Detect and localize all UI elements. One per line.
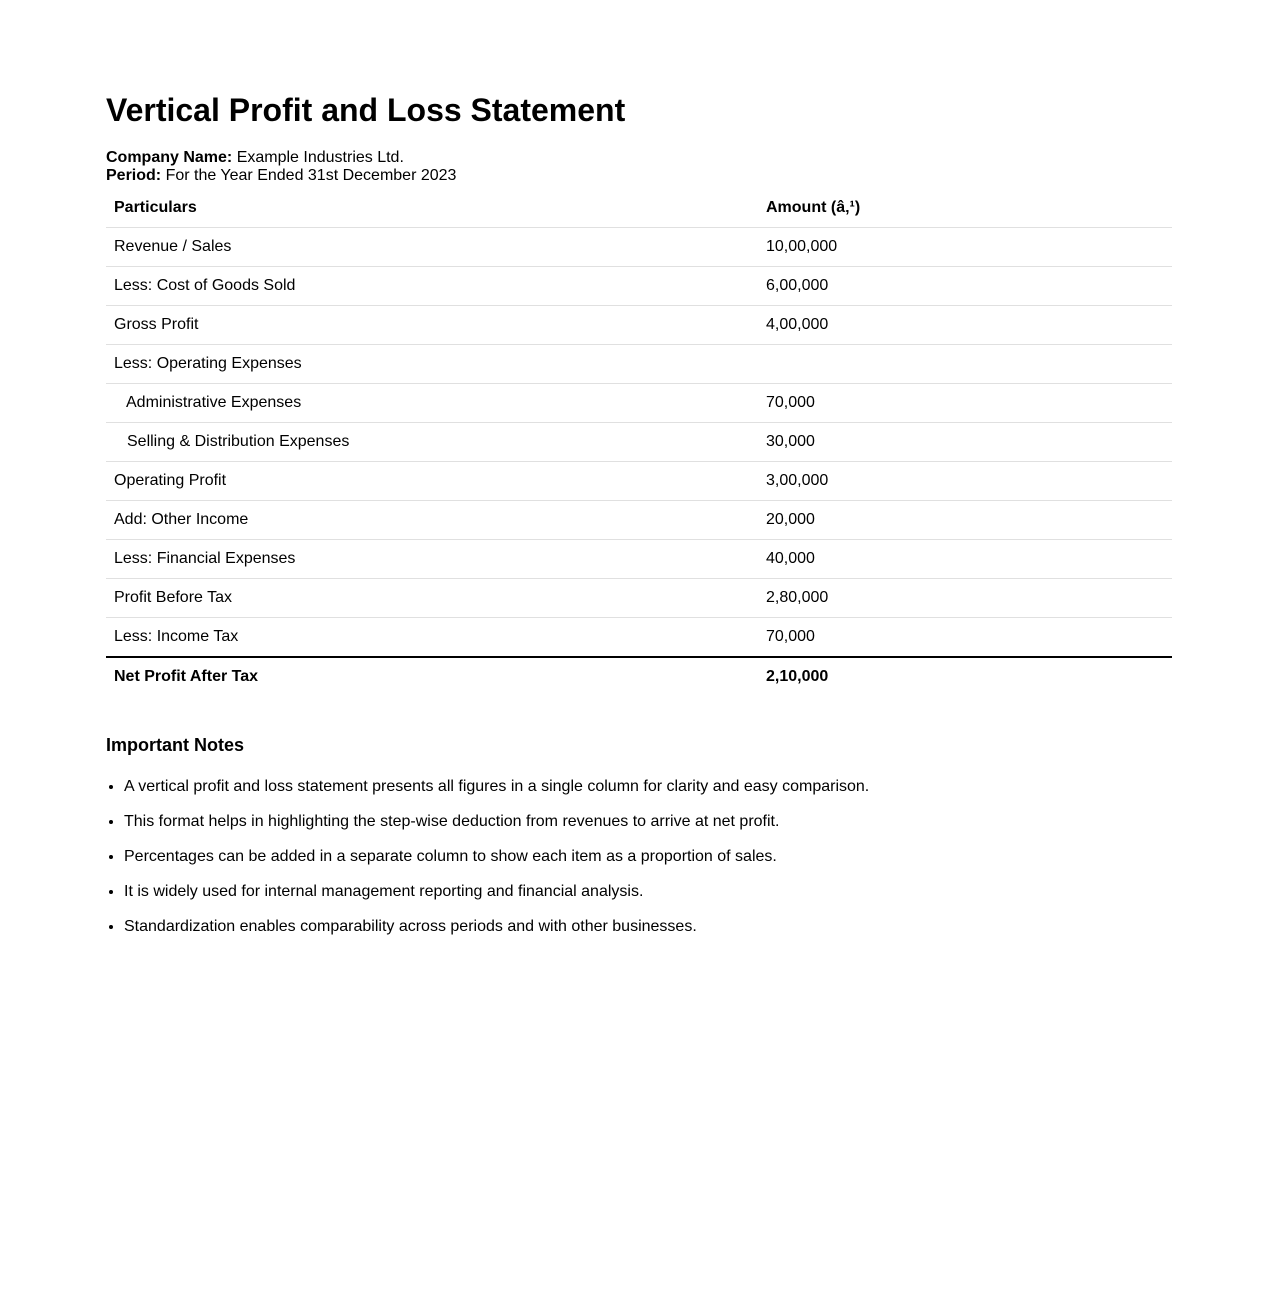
row-particular: Less: Income Tax bbox=[106, 618, 758, 658]
row-amount: 70,000 bbox=[758, 618, 1172, 658]
total-amount: 2,10,000 bbox=[766, 668, 829, 685]
table-row bbox=[106, 306, 1172, 345]
list-item: • A vertical profit and loss statement presents all figures in a single column for clarity and easy comparison. bbox=[124, 777, 1172, 796]
row-particular: Less: Operating Expenses bbox=[106, 345, 758, 384]
company-line bbox=[106, 149, 1172, 167]
statement-meta bbox=[106, 149, 1172, 185]
table-row bbox=[106, 579, 1172, 618]
table-row bbox=[106, 384, 1172, 423]
row-amount: 4,00,000 bbox=[758, 306, 1172, 345]
table-row bbox=[106, 345, 1172, 384]
row-particular: Operating Profit bbox=[106, 462, 758, 501]
total-particular: Net Profit After Tax bbox=[114, 668, 259, 685]
row-amount: 2,80,000 bbox=[758, 579, 1172, 618]
pl-statement-table bbox=[106, 189, 1172, 696]
header-amount: Amount (â‚¹) bbox=[758, 189, 1172, 228]
header-particulars: Particulars bbox=[106, 189, 758, 228]
period-value: For the Year Ended 31st December 2023 bbox=[165, 167, 457, 184]
row-amount: 3,00,000 bbox=[758, 462, 1172, 501]
company-label: Company Name: bbox=[106, 149, 233, 166]
row-particular: Revenue / Sales bbox=[106, 228, 758, 267]
row-particular: Gross Profit bbox=[106, 306, 758, 345]
row-particular: Selling & Distribution Expenses bbox=[106, 423, 758, 462]
row-amount: 40,000 bbox=[758, 540, 1172, 579]
row-amount: 70,000 bbox=[758, 384, 1172, 423]
row-amount: 10,00,000 bbox=[758, 228, 1172, 267]
period-label: Period: bbox=[106, 167, 162, 184]
row-amount: 6,00,000 bbox=[758, 267, 1172, 306]
list-item: • Standardization enables comparability across periods and with other businesses. bbox=[124, 917, 1172, 936]
table-row bbox=[106, 618, 1172, 658]
total-row bbox=[106, 657, 1172, 696]
table-row bbox=[106, 540, 1172, 579]
period-line bbox=[106, 167, 1172, 185]
table-row bbox=[106, 228, 1172, 267]
table-header-row bbox=[106, 189, 1172, 228]
row-amount: 30,000 bbox=[758, 423, 1172, 462]
list-item: • This format helps in highlighting the step-wise deduction from revenues to arrive at net profit. bbox=[124, 812, 1172, 831]
company-value: Example Industries Ltd. bbox=[236, 149, 404, 166]
notes-heading: Important Notes bbox=[106, 735, 245, 755]
row-amount bbox=[758, 345, 1172, 384]
row-particular: Add: Other Income bbox=[106, 501, 758, 540]
row-amount: 20,000 bbox=[758, 501, 1172, 540]
row-particular: Administrative Expenses bbox=[106, 384, 758, 423]
table-row bbox=[106, 267, 1172, 306]
document-page bbox=[106, 0, 1172, 936]
list-item: • It is widely used for internal management reporting and financial analysis. bbox=[124, 882, 1172, 901]
table-row bbox=[106, 462, 1172, 501]
page-title: Vertical Profit and Loss Statement bbox=[106, 92, 626, 128]
table-row bbox=[106, 501, 1172, 540]
row-particular: Less: Financial Expenses bbox=[106, 540, 758, 579]
row-particular: Profit Before Tax bbox=[106, 579, 758, 618]
table-row bbox=[106, 423, 1172, 462]
notes-list bbox=[106, 777, 1172, 936]
list-item: • Percentages can be added in a separate column to show each item as a proportion of sales. bbox=[124, 847, 1172, 866]
row-particular: Less: Cost of Goods Sold bbox=[106, 267, 758, 306]
